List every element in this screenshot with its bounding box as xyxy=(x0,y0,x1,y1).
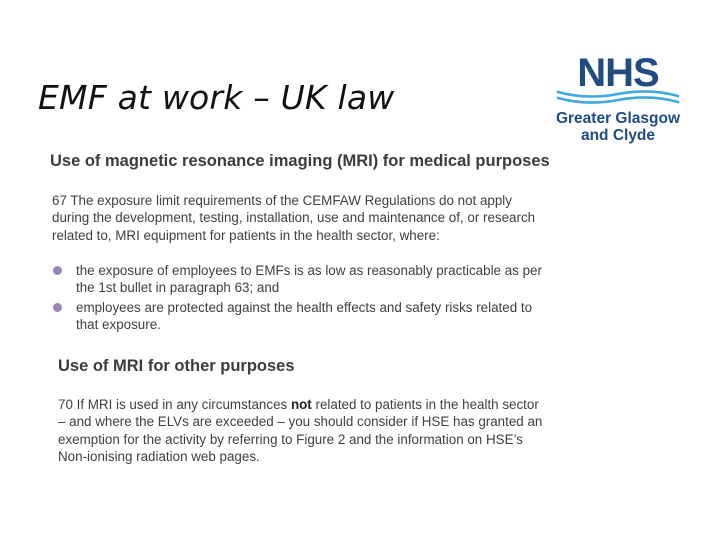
paragraph-70-line: Non-ionising radiation web pages. xyxy=(58,448,260,464)
nhs-wordmark: NHS xyxy=(577,51,659,95)
list-item-line: that exposure. xyxy=(76,316,161,332)
nhs-greater-glasgow-logo xyxy=(548,50,688,146)
bullet-dot-icon xyxy=(53,303,62,312)
list-item-line: the exposure of employees to EMFs is as low as reasonably practicable as per xyxy=(76,263,542,278)
paragraph-67-line: during the development, testing, installation, use and maintenance of, or research xyxy=(52,210,536,226)
list-item-line: the 1st bullet in paragraph 63; and xyxy=(76,280,280,296)
paragraph-70-line: – and where the ELVs are exceeded – you should consider if HSE has granted an xyxy=(58,414,543,430)
section-heading-mri-other: Use of MRI for other purposes xyxy=(58,357,295,375)
wave-lines-icon xyxy=(556,88,680,104)
paragraph-70-line: exemption for the activity by referring to Figure 2 and the information on HSE’s xyxy=(58,431,523,447)
list-item xyxy=(52,299,542,334)
list-item xyxy=(52,262,542,297)
paragraph-70 xyxy=(58,396,542,465)
conditions-list xyxy=(52,262,542,333)
paragraph-70-text: related to patients in the health sector xyxy=(311,397,539,412)
paragraph-70-line xyxy=(58,396,542,413)
paragraph-67 xyxy=(52,192,535,244)
list-item-line: employees are protected against the health effects and safety risks related to xyxy=(76,299,533,315)
paragraph-67-line: 67 The exposure limit requirements of the CEMFAW Regulations do not apply xyxy=(52,193,512,208)
section-heading-mri-medical: Use of magnetic resonance imaging (MRI) for medical purposes xyxy=(50,152,550,170)
bullet-dot-icon xyxy=(53,266,62,275)
org-name-line-2: and Clyde xyxy=(580,127,656,144)
emphasis-not: not xyxy=(290,397,312,412)
org-name-line-1: Greater Glasgow xyxy=(555,110,681,127)
paragraph-70-text: 70 If MRI is used in any circumstances xyxy=(58,397,291,412)
slide-title: EMF at work – UK law xyxy=(38,78,395,117)
paragraph-67-line: related to, MRI equipment for patients in the health sector, where: xyxy=(52,227,440,243)
